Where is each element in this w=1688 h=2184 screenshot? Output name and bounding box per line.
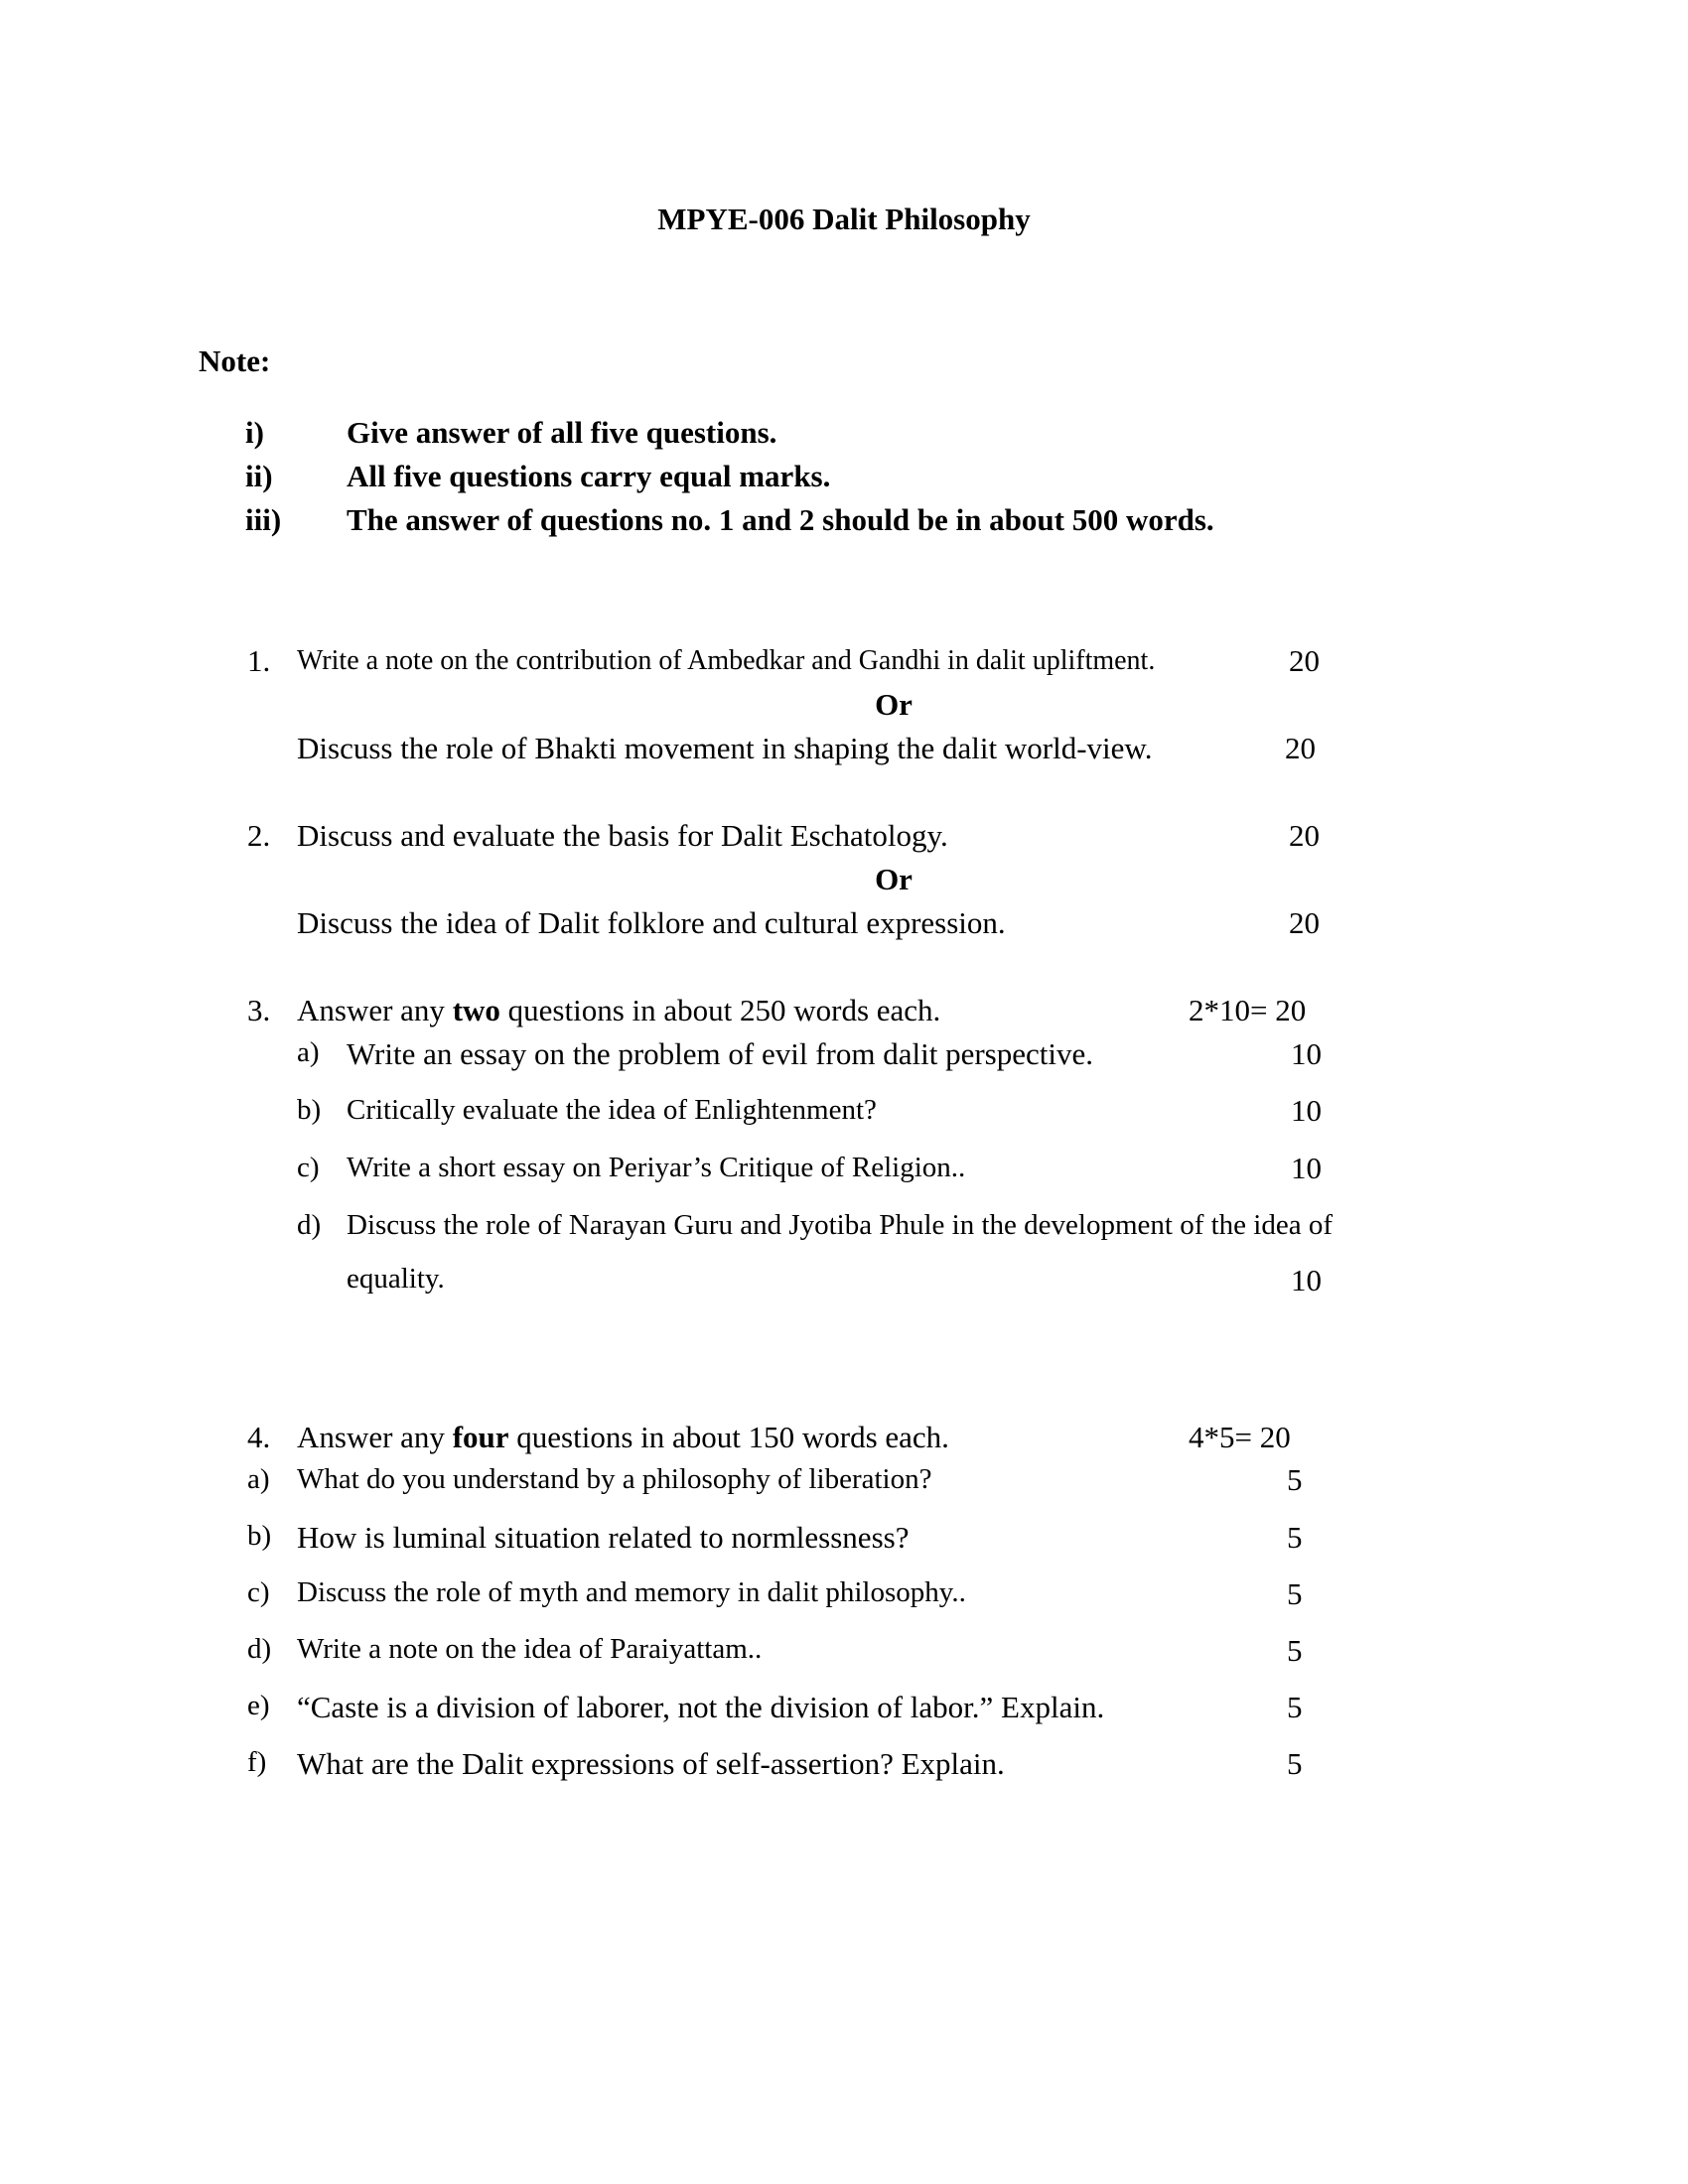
subquestion-text: Critically evaluate the idea of Enlightenment? bbox=[347, 1094, 877, 1126]
subquestion-text: What are the Dalit expressions of self-assertion? Explain. bbox=[297, 1746, 1005, 1781]
subquestion-label: c) bbox=[297, 1152, 320, 1183]
subquestion-text: Discuss the role of myth and memory in dalit philosophy.. bbox=[297, 1576, 966, 1608]
subquestion-text: How is luminal situation related to normlessness? bbox=[297, 1520, 910, 1555]
subquestion-label: d) bbox=[247, 1633, 272, 1665]
question-number: 3. bbox=[247, 993, 271, 1027]
question-marks: 2*10= 20 bbox=[1189, 993, 1307, 1027]
subquestion-label: a) bbox=[247, 1463, 270, 1495]
question-alternative-text: Discuss the idea of Dalit folklore and cultural expression. bbox=[297, 905, 1006, 940]
subquestion-marks: 5 bbox=[1287, 1462, 1303, 1497]
question-text: Write a note on the contribution of Ambedkar and Gandhi in dalit upliftment. bbox=[297, 645, 1156, 676]
emphasis: two bbox=[452, 993, 500, 1027]
question-text: Discuss and evaluate the basis for Dalit Eschatology. bbox=[297, 818, 948, 853]
subquestion-label: c) bbox=[247, 1576, 270, 1608]
subquestion-marks: 5 bbox=[1287, 1690, 1303, 1724]
question-number: 1. bbox=[247, 643, 271, 678]
subquestion-text: “Caste is a division of laborer, not the division of labor.” Explain. bbox=[297, 1690, 1105, 1724]
question-marks: 4*5= 20 bbox=[1189, 1420, 1291, 1454]
subquestion-marks: 10 bbox=[1291, 1263, 1322, 1297]
question-number: 4. bbox=[247, 1420, 271, 1454]
question-text: Answer any two questions in about 250 words each. bbox=[297, 993, 941, 1027]
question-marks: 20 bbox=[1289, 643, 1320, 678]
note-item-number: ii) bbox=[245, 459, 273, 493]
subquestion-label: d) bbox=[297, 1209, 322, 1241]
subquestion-text: Write an essay on the problem of evil from dalit perspective. bbox=[347, 1036, 1093, 1071]
subquestion-marks: 10 bbox=[1291, 1093, 1322, 1128]
subquestion-text: Write a short essay on Periyar’s Critique of Religion.. bbox=[347, 1152, 966, 1183]
subquestion-text-continued: equality. bbox=[347, 1263, 445, 1295]
note-label: Note: bbox=[199, 343, 271, 378]
or-separator: Or bbox=[875, 862, 913, 896]
question-marks: 20 bbox=[1285, 731, 1316, 765]
subquestion-marks: 5 bbox=[1287, 1520, 1303, 1555]
subquestion-text: Discuss the role of Narayan Guru and Jyotiba Phule in the development of the idea of bbox=[347, 1209, 1333, 1241]
page-title: MPYE-006 Dalit Philosophy bbox=[657, 202, 1031, 236]
note-item-text: Give answer of all five questions. bbox=[347, 415, 777, 450]
subquestion-label: f) bbox=[247, 1746, 267, 1778]
subquestion-label: e) bbox=[247, 1690, 270, 1721]
subquestion-text: What do you understand by a philosophy of liberation? bbox=[297, 1463, 932, 1495]
subquestion-marks: 5 bbox=[1287, 1633, 1303, 1668]
emphasis: four bbox=[452, 1420, 509, 1454]
subquestion-label: b) bbox=[247, 1520, 272, 1552]
subquestion-marks: 10 bbox=[1291, 1151, 1322, 1185]
question-marks: 20 bbox=[1289, 818, 1320, 853]
question-alternative-text: Discuss the role of Bhakti movement in shaping the dalit world-view. bbox=[297, 731, 1153, 765]
question-number: 2. bbox=[247, 818, 271, 853]
subquestion-text: Write a note on the idea of Paraiyattam.. bbox=[297, 1633, 763, 1665]
question-text: Answer any four questions in about 150 words each. bbox=[297, 1420, 949, 1454]
note-item-text: The answer of questions no. 1 and 2 should be in about 500 words. bbox=[347, 502, 1214, 537]
note-item-text: All five questions carry equal marks. bbox=[347, 459, 831, 493]
note-item-number: iii) bbox=[245, 502, 282, 537]
subquestion-label: b) bbox=[297, 1094, 322, 1126]
question-marks: 20 bbox=[1289, 905, 1320, 940]
subquestion-label: a) bbox=[297, 1036, 320, 1068]
subquestion-marks: 5 bbox=[1287, 1746, 1303, 1781]
subquestion-marks: 10 bbox=[1291, 1036, 1322, 1071]
note-item-number: i) bbox=[245, 415, 264, 450]
subquestion-marks: 5 bbox=[1287, 1576, 1303, 1611]
or-separator: Or bbox=[875, 687, 913, 722]
